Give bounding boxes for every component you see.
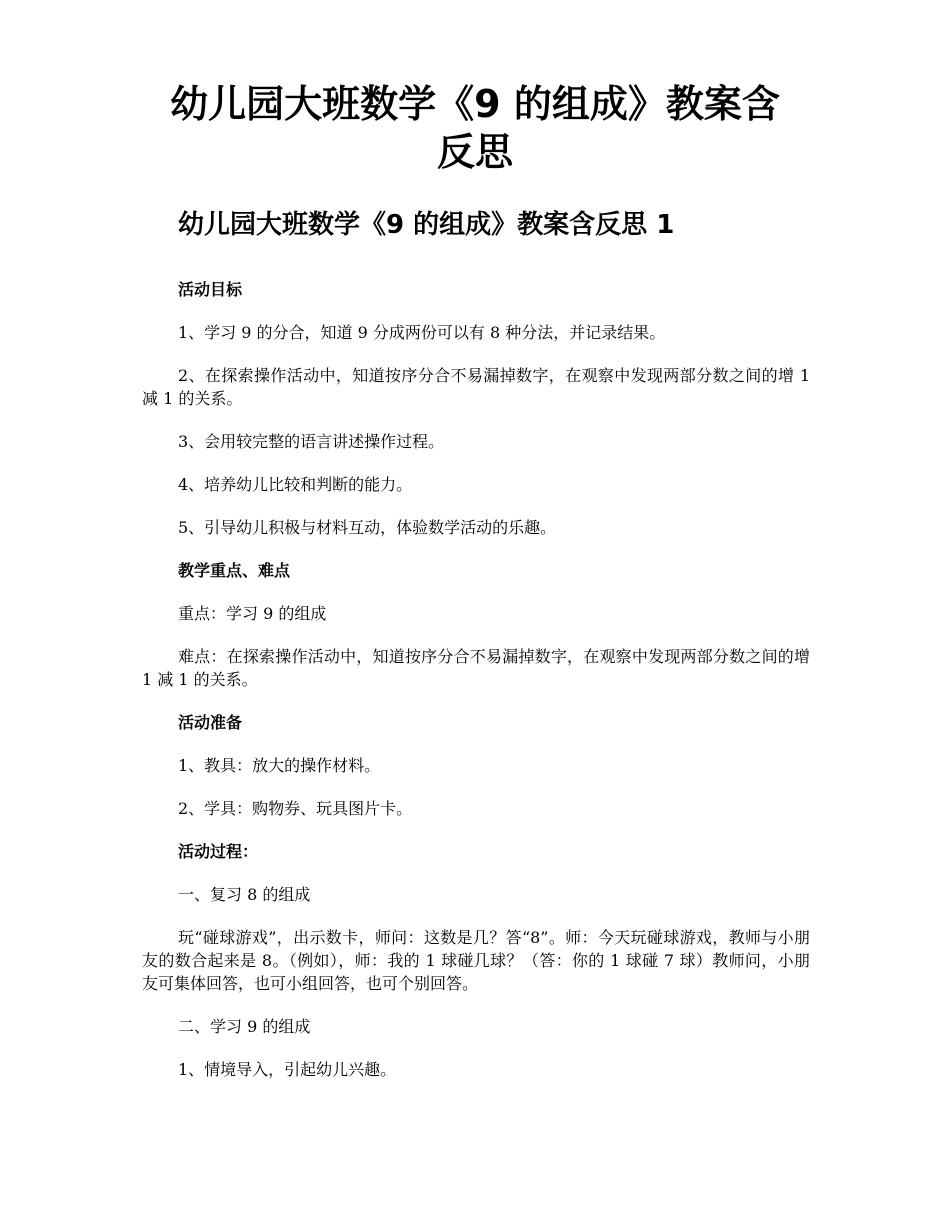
section-heading: 教学重点、难点 xyxy=(178,561,291,580)
section-heading: 活动过程： xyxy=(178,842,259,861)
body-paragraph: 3、会用较完整的语言讲述操作过程。 xyxy=(178,432,445,451)
body-paragraph: 一、复习 8 的组成 xyxy=(178,885,311,904)
body-paragraph: 玩“碰球游戏”，出示数卡，师问：这数是几？答“8”。师：今天玩碰球游戏，教师与小朋友的数合起来是 8。（例如），师：我的 1 球碰几球？（答：你的 1 球碰 7 球）教师问，小朋友可集体回答，也可小组回答，也可个别回答。 xyxy=(142,928,810,993)
body-paragraph: 难点：在探索操作活动中，知道按序分合不易漏掉数字，在观察中发现两部分数之间的增 1 减 1 的关系。 xyxy=(142,647,810,689)
body-paragraph: 1、教具：放大的操作材料。 xyxy=(178,756,381,775)
body-paragraph: 重点：学习 9 的组成 xyxy=(178,604,327,623)
body-paragraph: 2、在探索操作活动中，知道按序分合不易漏掉数字，在观察中发现两部分数之间的增 1 减 1 的关系。 xyxy=(142,366,810,408)
body-paragraph: 二、学习 9 的组成 xyxy=(178,1017,311,1036)
body-paragraph: 4、培养幼儿比较和判断的能力。 xyxy=(178,475,413,494)
section-heading: 活动目标 xyxy=(178,280,243,299)
body-paragraph: 1、情境导入，引起幼儿兴趣。 xyxy=(178,1060,397,1079)
section-title: 幼儿园大班数学《9 的组成》教案含反思 1 xyxy=(178,210,675,240)
document-body xyxy=(142,278,810,1101)
body-paragraph: 5、引导幼儿积极与材料互动，体验数学活动的乐趣。 xyxy=(178,518,557,537)
document-title: 幼儿园大班数学《9 的组成》教案含反思 xyxy=(170,82,780,174)
body-paragraph: 2、学具：购物券、玩具图片卡。 xyxy=(178,799,413,818)
section-heading: 活动准备 xyxy=(178,713,243,732)
body-paragraph: 1、学习 9 的分合，知道 9 分成两份可以有 8 种分法，并记录结果。 xyxy=(178,323,666,342)
